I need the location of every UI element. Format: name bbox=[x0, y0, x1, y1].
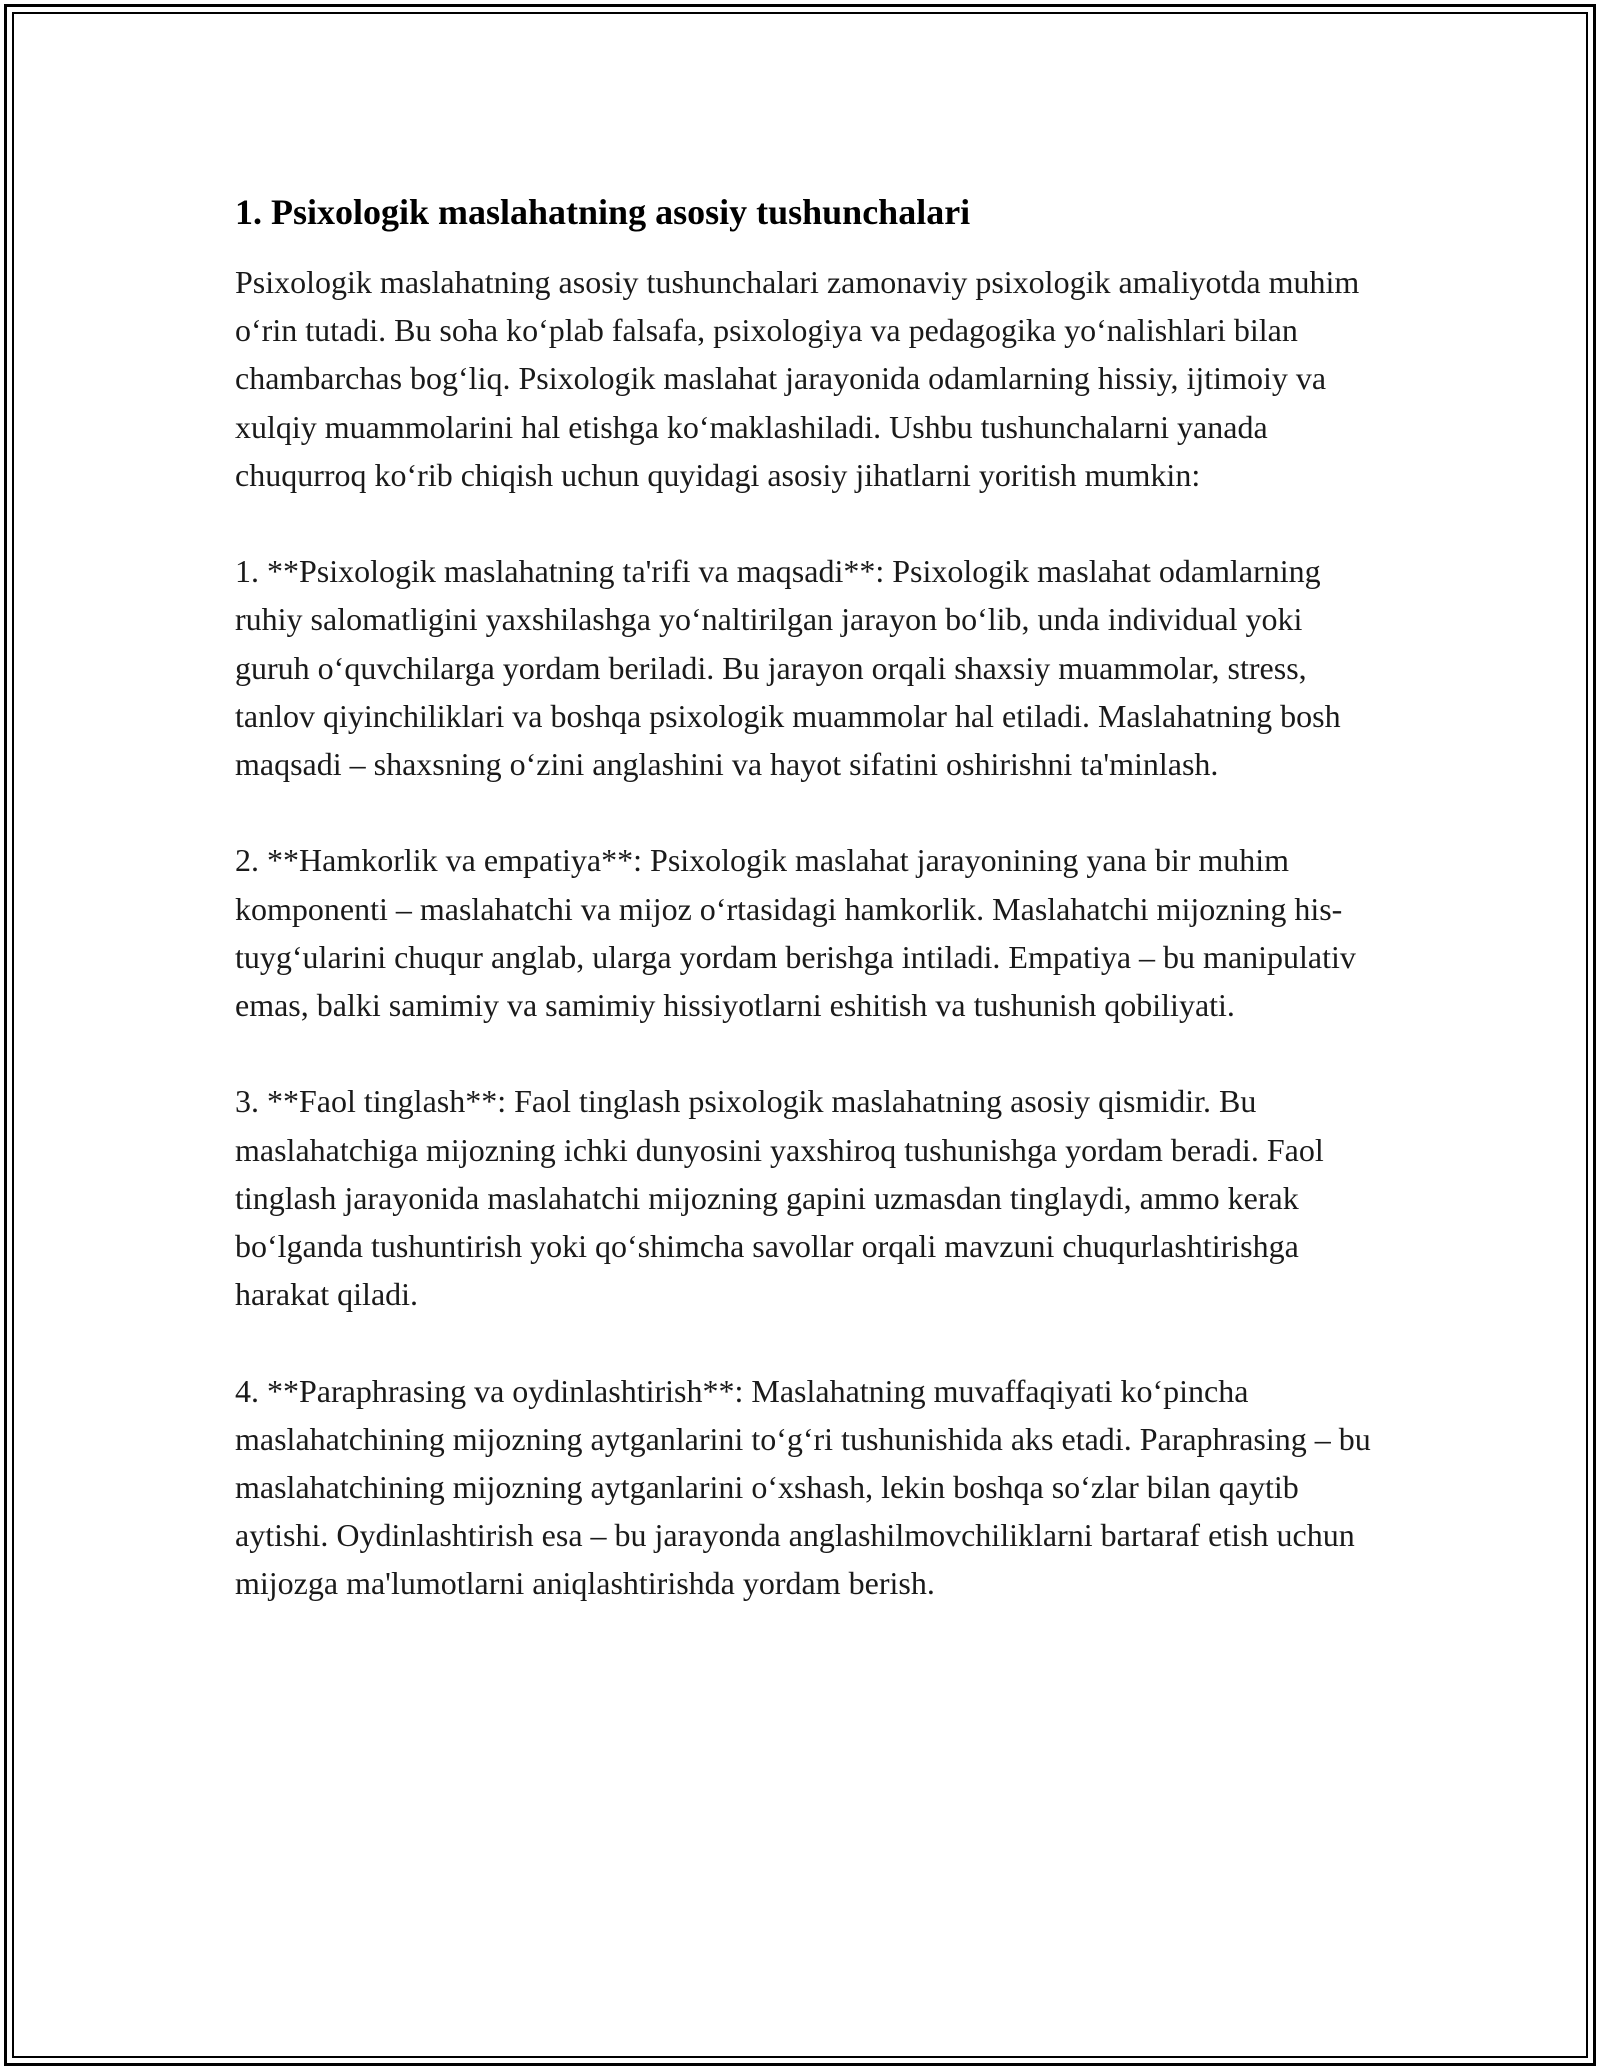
list-item-empathy: 2. **Hamkorlik va empatiya**: Psixologik maslahat jarayonining yana bir muhim komponenti – maslahatchi va mijoz o‘rtasidagi hamkorlik. Maslahatchi mijozning his-tuyg‘ularini chuqur anglab, ularga yordam berishga intiladi. Empatiya – bu manipulativ emas, balki samimiy va samimiy hissiyotlarni eshitish va tushunish qobiliyati. bbox=[235, 842, 1356, 1024]
document-body bbox=[235, 188, 1375, 1656]
section-heading: 1. Psixologik maslahatning asosiy tushunchalari bbox=[235, 192, 971, 232]
list-item-paraphrasing: 4. **Paraphrasing va oydinlashtirish**: Maslahatning muvaffaqiyati ko‘pincha maslahatchining mijozning aytganlarini to‘g‘ri tushunishida aks etadi. Paraphrasing – bu maslahatchining mijozning aytganlarini o‘xshash, lekin boshqa so‘zlar bilan qaytib aytishi. Oydinlashtirish esa – bu jarayonda anglashilmovchiliklarni bartaraf etish uchun mijozga ma'lumotlarni aniqlashtirishda yordam berish. bbox=[235, 1372, 1371, 1602]
list-item-active-listening: 3. **Faol tinglash**: Faol tinglash psixologik maslahatning asosiy qismidir. Bu maslahatchiga mijozning ichki dunyosini yaxshiroq tushunishga yordam beradi. Faol tinglash jarayonida maslahatchi mijozning gapini uzmasdan tinglaydi, ammo kerak bo‘lganda tushuntirish yoki qo‘shimcha savollar orqali mavzuni chuqurlashtirishga harakat qiladi. bbox=[235, 1083, 1324, 1313]
intro-paragraph: Psixologik maslahatning asosiy tushunchalari zamonaviy psixologik amaliyotda muhim o‘rin tutadi. Bu soha ko‘plab falsafa, psixologiya va pedagogika yo‘nalishlari bilan chambarchas bog‘liq. Psixologik maslahat jarayonida odamlarning hissiy, ijtimoiy va xulqiy muammolarini hal etishga ko‘maklashiladi. Ushbu tushunchalarni yanada chuqurroq ko‘rib chiqish uchun quyidagi asosiy jihatlarni yoritish mumkin: bbox=[235, 264, 1360, 493]
list-item-definition: 1. **Psixologik maslahatning ta'rifi va maqsadi**: Psixologik maslahat odamlarning ruhiy salomatligini yaxshilashga yo‘naltirilgan jarayon bo‘lib, unda individual yoki guruh o‘quvchilarga yordam beriladi. Bu jarayon orqali shaxsiy muammolar, stress, tanlov qiyinchiliklari va boshqa psixologik muammolar hal etiladi. Maslahatning bosh maqsadi – shaxsning o‘zini anglashini va hayot sifatini oshirishni ta'minlash. bbox=[235, 553, 1341, 783]
